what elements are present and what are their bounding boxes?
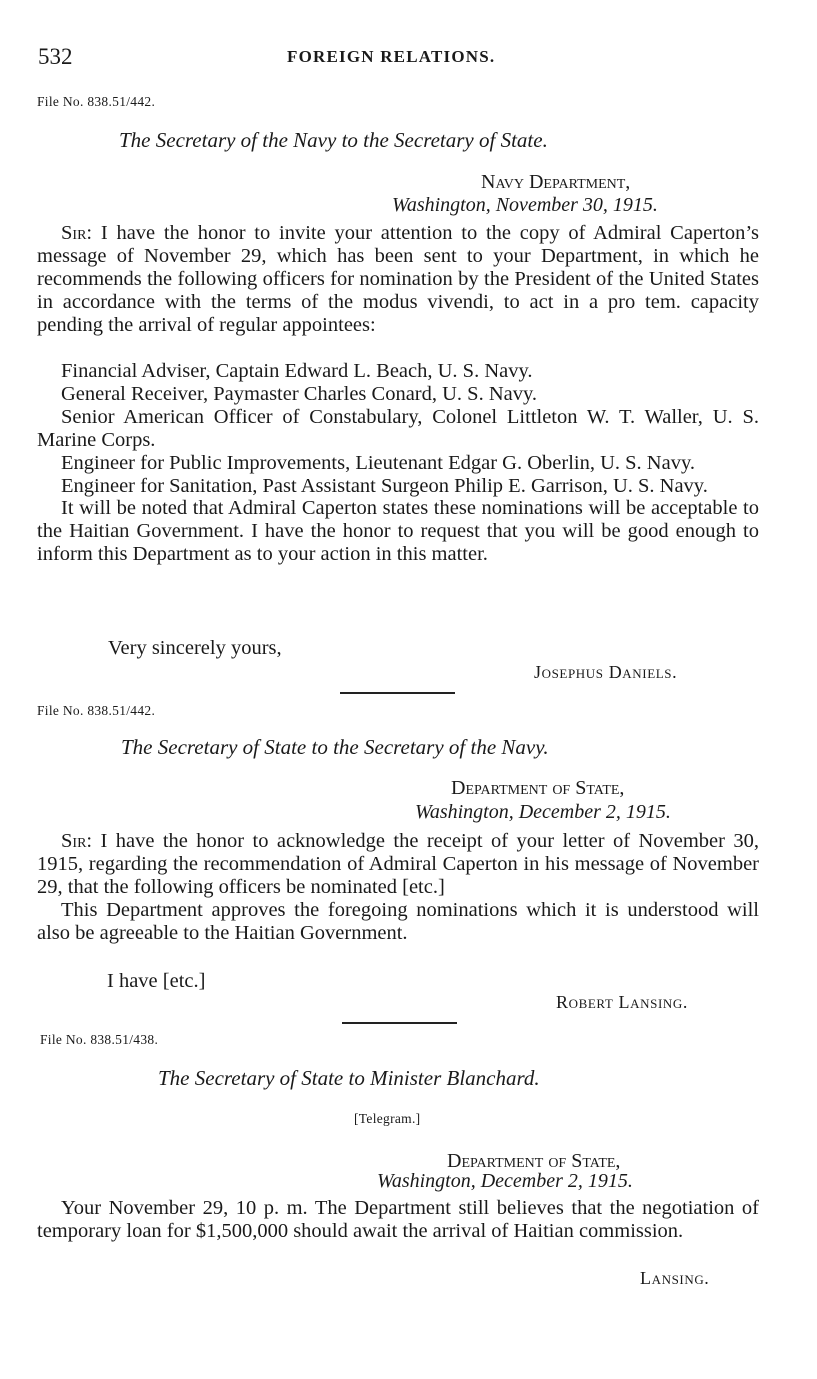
body-text: I have the honor to acknowledge the receipt of your letter of November 30, 1915, regarding the recommendation of Admiral Caperton in his message of November 29, that the following officers be nominated [etc.] xyxy=(37,830,759,898)
section-divider xyxy=(342,1022,457,1024)
signature: Josephus Daniels. xyxy=(534,662,678,682)
closing: I have [etc.] xyxy=(107,970,206,992)
letter-date: Washington, December 2, 1915. xyxy=(377,1170,633,1192)
letter-body xyxy=(37,830,759,945)
sender-department: Department of State, xyxy=(451,777,625,799)
letter-date: Washington, December 2, 1915. xyxy=(415,801,671,823)
letter-body xyxy=(37,222,759,337)
letter-heading: The Secretary of the Navy to the Secretary of State. xyxy=(119,128,548,152)
file-number: File No. 838.51/438. xyxy=(40,1032,159,1047)
body-text: This Department approves the foregoing nominations which it is understood will also be agreeable to the Haitian Government. xyxy=(37,898,759,944)
signature: Lansing. xyxy=(640,1268,710,1288)
body-text: I have the honor to invite your attention to the copy of Admiral Caperton’s message of November 29, which has been sent to your Department, in which he recommends the following officers for nomination by the President of the United States in accordance with the terms of the modus vivendi, to act in a pro tem. capacity pending the arrival of regular appointees: xyxy=(37,222,759,336)
sender-department: Department of State, xyxy=(447,1150,621,1172)
page-number: 532 xyxy=(38,44,73,69)
list-item: Engineer for Sanitation, Past Assistant Surgeon Philip E. Garrison, U. S. Navy. xyxy=(61,474,708,497)
list-item: General Receiver, Paymaster Charles Conard, U. S. Navy. xyxy=(61,382,538,405)
officer-list xyxy=(37,360,759,566)
letter-date: Washington, November 30, 1915. xyxy=(392,194,658,216)
salutation: Sir: xyxy=(61,222,93,244)
telegram-label: [Telegram.] xyxy=(354,1111,421,1126)
closing: Very sincerely yours, xyxy=(108,637,282,659)
list-item: Engineer for Public Improvements, Lieutenant Edgar G. Oberlin, U. S. Navy. xyxy=(61,451,696,474)
list-item: Senior American Officer of Constabulary, Colonel Littleton W. T. Waller, U. S. Marine Corps. xyxy=(37,405,759,451)
signature: Robert Lansing. xyxy=(556,992,688,1012)
file-number: File No. 838.51/442. xyxy=(37,703,156,718)
letter-heading: The Secretary of State to the Secretary of the Navy. xyxy=(121,735,549,759)
telegram-body xyxy=(37,1197,759,1243)
body-text: Your November 29, 10 p. m. The Department still believes that the negotiation of temporary loan for $1,500,000 should await the arrival of Haitian commission. xyxy=(37,1197,759,1242)
section-divider xyxy=(340,692,455,694)
letter-heading: The Secretary of State to Minister Blanchard. xyxy=(158,1066,540,1090)
list-item: Financial Adviser, Captain Edward L. Beach, U. S. Navy. xyxy=(61,360,533,382)
sender-department: Navy Department, xyxy=(481,171,631,193)
list-item: It will be noted that Admiral Caperton states these nominations will be acceptable to the Haitian Government. I have the honor to request that you will be good enough to inform this Department as to your action in this matter. xyxy=(37,497,759,566)
file-number: File No. 838.51/442. xyxy=(37,94,156,109)
running-title: FOREIGN RELATIONS. xyxy=(287,47,496,66)
salutation: Sir: xyxy=(61,830,93,852)
